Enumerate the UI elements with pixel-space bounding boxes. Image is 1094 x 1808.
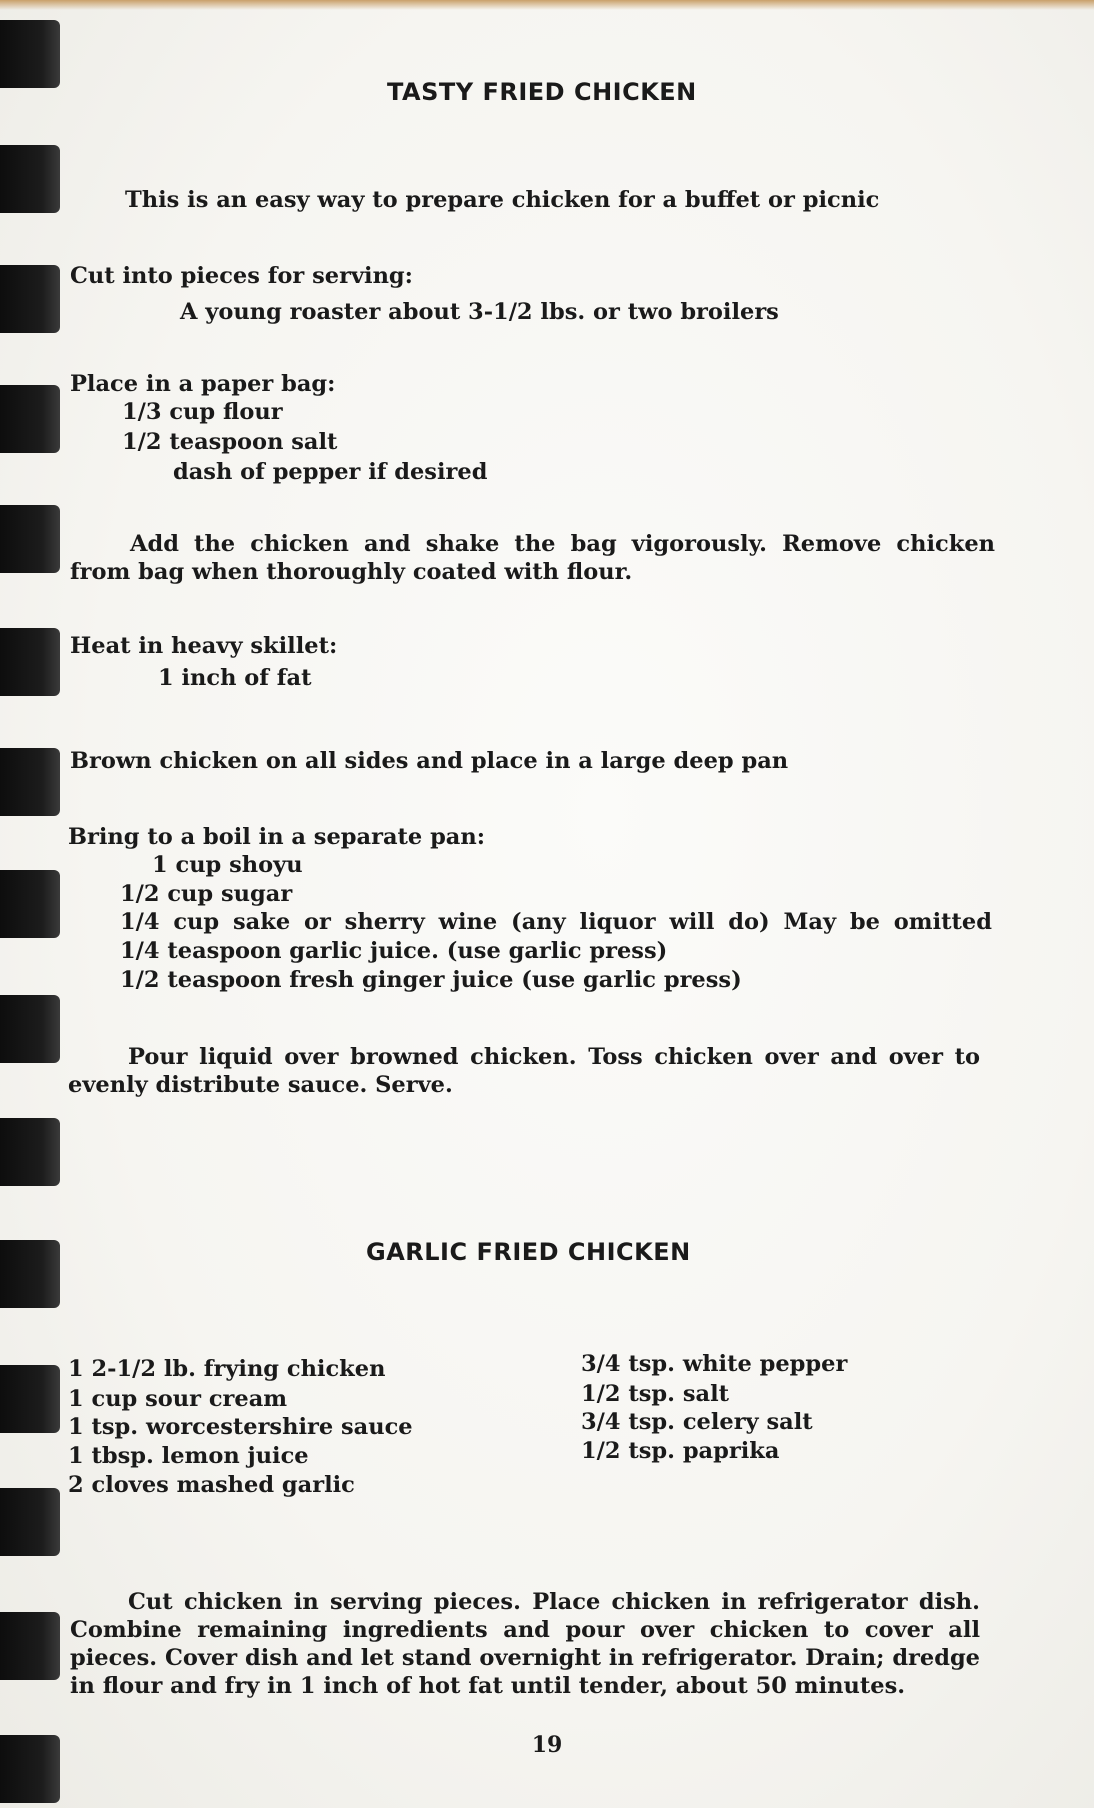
ingredient-line: 1/2 cup sugar: [120, 881, 293, 907]
step-label: Place in a paper bag:: [70, 371, 336, 397]
binding-hole: [0, 265, 60, 333]
directions-text: Cut chicken in serving pieces. Place chicken in refrigerator dish. Combine remaining ingredients and pour over chicken to cover all pieces. Cover dish and let stand overnight in refrigerator. Drain; dredge in flour and fry in 1 inch of hot fat until tender, about 50 minutes.: [70, 1589, 980, 1699]
ingredient-line: 1 inch of fat: [158, 665, 312, 691]
instruction-text: Pour liquid over browned chicken. Toss chicken over and over to evenly distribute sauce. Serve.: [68, 1044, 980, 1098]
ingredient-line: 1 tsp. worcestershire sauce: [68, 1414, 413, 1440]
binding-hole: [0, 995, 60, 1063]
binding-hole: [0, 1240, 60, 1308]
binding-hole: [0, 870, 60, 938]
binding-hole: [0, 145, 60, 213]
recipe-intro: This is an easy way to prepare chicken for a buffet or picnic: [125, 187, 880, 213]
instruction-paragraph: [68, 1043, 980, 1099]
ingredient-line: 2 cloves mashed garlic: [68, 1472, 355, 1498]
ingredient-line: 1/2 teaspoon fresh ginger juice (use garlic press): [120, 967, 742, 993]
ingredient-line: 1/2 teaspoon salt: [122, 429, 338, 455]
ingredient-line: 1/4 cup sake or sherry wine (any liquor will do) May be omitted: [120, 909, 992, 935]
directions-paragraph: [70, 1588, 980, 1700]
binding-hole: [0, 748, 60, 816]
instruction-paragraph: [70, 530, 995, 586]
instruction-text: Add the chicken and shake the bag vigorously. Remove chicken from bag when thoroughly coated with flour.: [70, 531, 995, 585]
ingredient-line: 3/4 tsp. celery salt: [581, 1409, 813, 1435]
binding-hole: [0, 628, 60, 696]
binding-hole: [0, 1118, 60, 1186]
ingredient-line: A young roaster about 3-1/2 lbs. or two broilers: [180, 299, 779, 325]
binding-hole: [0, 20, 60, 88]
ingredient-line: 1 tbsp. lemon juice: [68, 1443, 309, 1469]
ingredient-line: 1 2-1/2 lb. frying chicken: [68, 1356, 386, 1382]
step-label: Heat in heavy skillet:: [70, 633, 338, 659]
ingredient-line: 3/4 tsp. white pepper: [581, 1351, 848, 1377]
step-label: Cut into pieces for serving:: [70, 263, 413, 289]
binding-hole: [0, 1488, 60, 1556]
ingredient-line: 1/3 cup flour: [122, 399, 283, 425]
recipe-title: TASTY FRIED CHICKEN: [387, 78, 697, 106]
ingredient-line: 1 cup sour cream: [68, 1386, 288, 1412]
step-label: Bring to a boil in a separate pan:: [68, 824, 486, 850]
page-number: 19: [531, 1732, 563, 1758]
ingredient-line: dash of pepper if desired: [173, 459, 488, 485]
ingredient-line: 1 cup shoyu: [152, 852, 303, 878]
binding-hole: [0, 385, 60, 453]
ingredient-line: 1/4 teaspoon garlic juice. (use garlic press): [120, 938, 668, 964]
instruction-text: Brown chicken on all sides and place in a large deep pan: [70, 748, 789, 774]
ingredient-line: 1/2 tsp. paprika: [581, 1438, 780, 1464]
recipe-title: GARLIC FRIED CHICKEN: [366, 1238, 691, 1266]
binding-hole: [0, 1612, 60, 1680]
binding-hole: [0, 1365, 60, 1433]
ingredient-line: 1/2 tsp. salt: [581, 1381, 730, 1407]
binding-hole: [0, 505, 60, 573]
page-top-edge: [0, 0, 1094, 10]
